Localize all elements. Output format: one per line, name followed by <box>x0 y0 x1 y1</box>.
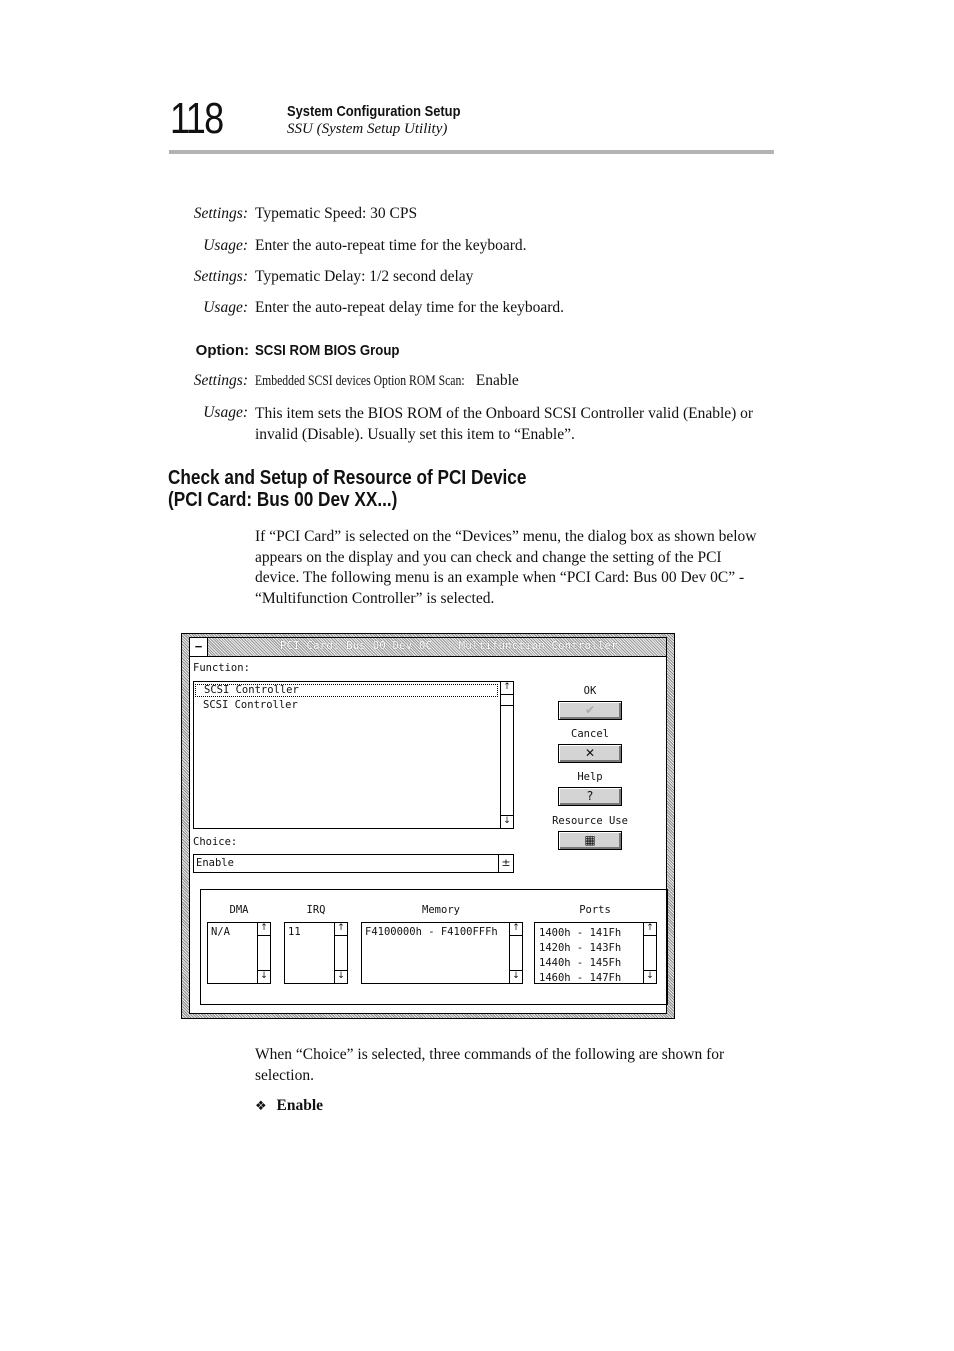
entry-label: Settings: <box>193 372 248 389</box>
resource-icon: ▦ <box>584 833 596 847</box>
resource-use-label: Resource Use <box>552 815 628 827</box>
irq-scrollbar[interactable] <box>334 923 347 983</box>
running-header-subtitle: SSU (System Setup Utility) <box>287 121 448 137</box>
irq-listbox[interactable] <box>284 922 348 984</box>
list-item: 1460h - 147Fh <box>539 972 622 984</box>
entry-text <box>255 372 519 390</box>
bullet-item <box>255 1097 323 1115</box>
choice-label: Choice: <box>193 836 238 848</box>
section-heading-line1: Check and Setup of Resource of PCI Device <box>168 467 527 489</box>
section-heading-line2: (PCI Card: Bus 00 Dev XX...) <box>168 489 398 511</box>
entry-label: Usage: <box>203 237 248 254</box>
section-intro: If “PCI Card” is selected on the “Devices” menu, the dialog box as shown below appears on the display and you can check and change the setting of the PCI device. The following menu is an example when “PCI Card: Bus 00 Dev 0C” - “Multifunction Controller” is selected. <box>255 528 757 607</box>
list-item[interactable]: SCSI Controller <box>195 684 498 697</box>
scroll-down-icon[interactable]: ↓ <box>258 970 270 983</box>
close-icon: ✕ <box>584 746 596 760</box>
ports-list <box>539 926 621 986</box>
entry-label: Usage: <box>203 404 248 421</box>
memory-scrollbar[interactable] <box>509 923 522 983</box>
scroll-down-icon[interactable]: ↓ <box>335 970 347 983</box>
diamond-bullet-icon: ❖ <box>255 1099 267 1114</box>
ok-button[interactable] <box>558 701 622 720</box>
choice-dropdown[interactable] <box>193 854 514 873</box>
system-menu-button[interactable]: − <box>190 638 208 656</box>
setting-value: Enable <box>475 372 519 389</box>
entry-text: This item sets the BIOS ROM of the Onboard SCSI Controller valid (Enable) or invalid (Disable). Usually set this item to “Enable”. <box>255 405 754 443</box>
dialog-client <box>189 637 667 1014</box>
ports-listbox[interactable] <box>534 922 657 984</box>
scroll-down-icon[interactable]: ↓ <box>501 815 513 828</box>
section-heading <box>168 467 526 511</box>
bullet-text: Enable <box>276 1097 324 1114</box>
entry-label: Usage: <box>203 299 248 316</box>
ok-label: OK <box>583 685 597 697</box>
checkmark-icon: ✔ <box>584 703 596 717</box>
choice-value: Enable <box>196 857 234 869</box>
entry-label: Settings: <box>193 205 248 222</box>
scroll-up-icon[interactable]: ↑ <box>510 923 522 936</box>
help-label: Help <box>577 771 603 783</box>
dma-scrollbar[interactable] <box>257 923 270 983</box>
cancel-label: Cancel <box>571 728 609 740</box>
option-label: Option: <box>195 342 249 359</box>
scroll-thumb[interactable] <box>501 694 513 706</box>
setting-name: Embedded SCSI devices Option ROM Scan: <box>255 373 465 389</box>
pci-card-dialog <box>181 633 675 1019</box>
function-listbox[interactable] <box>193 681 514 829</box>
choice-paragraph: When “Choice” is selected, three commands of the following are shown for selection. <box>255 1046 725 1084</box>
scroll-up-icon[interactable]: ↑ <box>501 682 513 695</box>
list-item: 11 <box>288 926 301 938</box>
entry-label: Settings: <box>193 268 248 285</box>
entry-text: Enter the auto-repeat delay time for the keyboard. <box>255 299 565 316</box>
list-item[interactable]: SCSI Controller <box>203 699 298 711</box>
list-item: 1440h - 145Fh <box>539 957 622 969</box>
header-rule <box>169 150 774 154</box>
running-header-title: System Configuration Setup <box>287 103 461 120</box>
cancel-button[interactable] <box>558 744 622 763</box>
option-text: SCSI ROM BIOS Group <box>255 342 400 359</box>
scroll-up-icon[interactable]: ↑ <box>258 923 270 936</box>
resource-use-button[interactable] <box>558 831 622 850</box>
question-icon: ? <box>586 789 594 803</box>
scroll-up-icon[interactable]: ↑ <box>644 923 656 936</box>
scroll-down-icon[interactable]: ↓ <box>644 970 656 983</box>
dma-listbox[interactable] <box>207 922 271 984</box>
list-item: 1400h - 141Fh <box>539 927 622 939</box>
page-number: 118 <box>170 94 223 143</box>
function-label: Function: <box>193 662 250 674</box>
resource-groupbox <box>200 889 668 1005</box>
ports-label: Ports <box>579 904 611 916</box>
list-item: N/A <box>211 926 230 938</box>
dma-label: DMA <box>229 904 249 916</box>
dropdown-arrow-icon[interactable]: ± <box>498 855 513 872</box>
dialog-title: PCI Card: Bus 00 Dev 0C -- Multifunction Controller <box>280 640 618 652</box>
irq-label: IRQ <box>306 904 326 916</box>
ports-scrollbar[interactable] <box>643 923 656 983</box>
scroll-down-icon[interactable]: ↓ <box>510 970 522 983</box>
entry-text: Typematic Delay: 1/2 second delay <box>255 268 474 285</box>
entry-text: Typematic Speed: 30 CPS <box>255 205 418 222</box>
list-item: F4100000h - F4100FFFh <box>365 926 498 938</box>
help-button[interactable] <box>558 787 622 806</box>
entry-text: Enter the auto-repeat time for the keyboard. <box>255 237 527 254</box>
dialog-titlebar <box>190 638 666 657</box>
list-item: 1420h - 143Fh <box>539 942 622 954</box>
memory-listbox[interactable] <box>361 922 523 984</box>
function-scrollbar[interactable] <box>500 682 513 828</box>
memory-label: Memory <box>422 904 460 916</box>
scroll-up-icon[interactable]: ↑ <box>335 923 347 936</box>
